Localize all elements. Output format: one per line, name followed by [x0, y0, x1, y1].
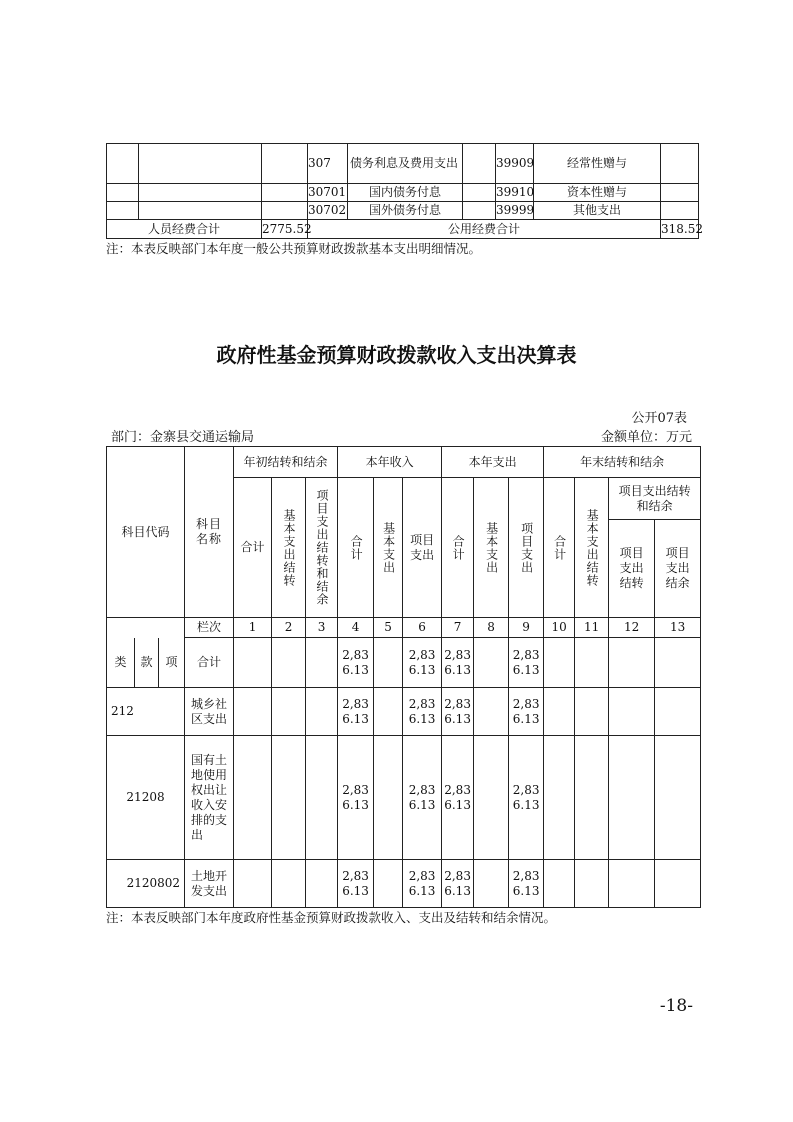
econ-name: 其他支出	[534, 202, 661, 220]
col-header-total-cell	[544, 478, 575, 618]
col-header-code: 科目代码	[107, 447, 185, 618]
col-header-project-cell	[509, 478, 544, 618]
seq-label: 栏次	[185, 618, 234, 638]
table-row-total	[107, 638, 701, 688]
personnel-total-value: 2775.52	[262, 220, 308, 239]
col-header-total: 合计	[349, 534, 364, 561]
table-row	[107, 202, 699, 220]
col-header-proj-carry-sub: 项目支出结转和结余	[618, 483, 691, 513]
col-header-total-cell	[338, 478, 374, 618]
department-label: 部门：金寨县交通运输局	[111, 430, 255, 445]
cell-expense-total: 2,836.13	[442, 736, 474, 860]
col-header-total: 合计	[451, 534, 466, 561]
econ-code: 39910	[496, 184, 534, 202]
econ-code: 30701	[308, 184, 348, 202]
col-header-basic-cell	[474, 478, 509, 618]
col-header-proj-carry-sub-cell	[609, 478, 701, 520]
cell-expense-project: 2,836.13	[509, 688, 544, 736]
cell-income-project: 2,836.13	[403, 860, 442, 908]
cell-expense-total: 2,836.13	[442, 688, 474, 736]
col-header-total-cell	[442, 478, 474, 618]
code-level-xiang: 项	[159, 638, 185, 688]
cell-income-total: 2,836.13	[338, 688, 374, 736]
table-row	[107, 860, 701, 908]
col-group-opening: 年初结转和结余	[234, 447, 338, 478]
col-header-basic-carry-cell	[575, 478, 609, 618]
col-header-project-cell	[403, 478, 442, 618]
table-row	[107, 184, 699, 202]
econ-code: 30702	[308, 202, 348, 220]
econ-name: 国内债务付息	[348, 184, 463, 202]
col-header-basic-carry-cell	[272, 478, 306, 618]
table-row	[107, 688, 701, 736]
cell-income-project: 2,836.13	[403, 688, 442, 736]
cell-expense-total: 2,836.13	[442, 638, 474, 688]
code-level-kuan: 款	[135, 638, 159, 688]
col-header-project: 项目支出	[410, 532, 435, 562]
econ-code: 307	[308, 144, 348, 184]
seq-number: 1	[234, 618, 272, 638]
cell-expense-project: 2,836.13	[509, 860, 544, 908]
col-header-project: 项目支出	[519, 521, 534, 574]
public-total-value: 318.52	[661, 220, 699, 239]
col-header-proj-carry2-cell	[609, 520, 655, 618]
basic-expense-table-continued	[106, 143, 703, 239]
col-header-proj-carry-cell	[306, 478, 338, 618]
seq-number: 9	[509, 618, 544, 638]
row-code: 21208	[107, 736, 185, 860]
cell-expense-total: 2,836.13	[442, 860, 474, 908]
cell-income-project: 2,836.13	[403, 736, 442, 860]
col-header-name: 科目名称	[196, 517, 223, 546]
seq-number: 5	[374, 618, 403, 638]
cell-income-total: 2,836.13	[338, 736, 374, 860]
row-name: 城乡社区支出	[185, 688, 234, 736]
col-header-basic: 基本支出	[381, 521, 396, 574]
seq-number: 8	[474, 618, 509, 638]
col-header-proj-carry2: 项目支出结转	[619, 546, 644, 590]
col-group-expense: 本年支出	[442, 447, 544, 478]
cell-expense-project: 2,836.13	[509, 736, 544, 860]
col-header-proj-carry: 项目支出结转和结余	[315, 489, 330, 606]
public-total-label: 公用经费合计	[308, 220, 661, 239]
col-header-name-cell	[185, 447, 234, 618]
col-header-basic: 基本支出	[484, 521, 499, 574]
cell-income-total: 2,836.13	[338, 638, 374, 688]
col-group-income: 本年收入	[338, 447, 442, 478]
seq-number: 12	[609, 618, 655, 638]
cell-expense-project: 2,836.13	[509, 638, 544, 688]
personnel-total-label: 人员经费合计	[107, 220, 262, 239]
cell-income-total: 2,836.13	[338, 860, 374, 908]
econ-code: 39909	[496, 144, 534, 184]
econ-name: 国外债务付息	[348, 202, 463, 220]
econ-code: 39999	[496, 202, 534, 220]
row-name: 土地开发支出	[185, 860, 234, 908]
row-code: 212	[107, 688, 185, 736]
seq-number: 6	[403, 618, 442, 638]
econ-name: 资本性赠与	[534, 184, 661, 202]
seq-number: 2	[272, 618, 306, 638]
col-header-total: 合计	[552, 534, 567, 561]
note-fund-budget: 注：本表反映部门本年度政府性基金预算财政拨款收入、支出及结转和结余情况。	[106, 910, 557, 925]
col-header-total: 合计	[234, 478, 272, 618]
seq-number: 11	[575, 618, 609, 638]
table-row	[107, 736, 701, 860]
amount-unit: 金额单位：万元	[600, 430, 692, 445]
note-basic-expense: 注：本表反映部门本年度一般公共预算财政拨款基本支出明细情况。	[106, 241, 482, 256]
table-row	[107, 144, 699, 184]
page-title: 政府性基金预算财政拨款收入支出决算表	[216, 343, 577, 367]
cell-income-project: 2,836.13	[403, 638, 442, 688]
seq-number: 13	[655, 618, 701, 638]
seq-number: 4	[338, 618, 374, 638]
fund-budget-table	[106, 446, 701, 908]
col-header-basic-carry: 基本支出结转	[282, 508, 297, 587]
econ-name: 债务利息及费用支出	[348, 144, 463, 184]
total-row	[107, 220, 699, 239]
econ-name: 经常性赠与	[534, 144, 661, 184]
page-number: -18-	[659, 996, 693, 1016]
col-header-basic-cell	[374, 478, 403, 618]
row-name: 合计	[185, 638, 234, 688]
row-name: 国有土地使用权出让收入安排的支出	[185, 736, 234, 860]
row-code: 2120802	[107, 860, 185, 908]
seq-number: 7	[442, 618, 474, 638]
seq-number: 10	[544, 618, 575, 638]
col-header-basic-carry: 基本支出结转	[585, 508, 600, 587]
seq-number: 3	[306, 618, 338, 638]
table-number: 公开07表	[631, 411, 687, 426]
header-row	[107, 447, 701, 478]
col-group-closing: 年末结转和结余	[544, 447, 701, 478]
col-header-proj-surplus: 项目支出结余	[665, 546, 690, 590]
code-level-lei: 类	[107, 638, 135, 688]
seq-row	[107, 618, 701, 638]
col-header-proj-surplus-cell	[655, 520, 701, 618]
